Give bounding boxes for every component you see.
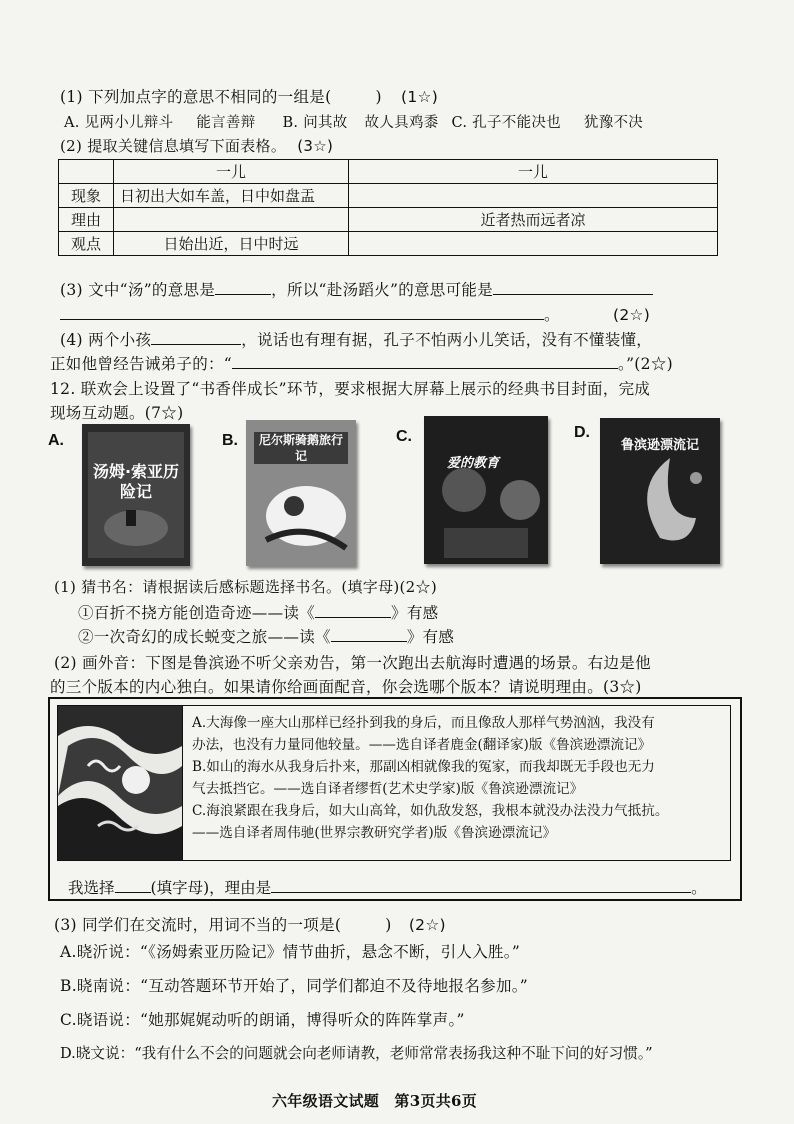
- guess-prompt: (1) 猜书名：请根据读后感标题选择书名。(填字母)(2☆): [54, 578, 437, 596]
- book-c-art: [424, 416, 548, 564]
- book-a-title: 汤姆·索亚历险记: [92, 462, 180, 501]
- book-b-label: B.: [222, 432, 238, 449]
- q3-blank-idiom-cont[interactable]: [60, 305, 544, 320]
- book-b-title: 尼尔斯骑鹅旅行记: [254, 432, 348, 464]
- info-table: [58, 159, 718, 256]
- wave-storm-art: [58, 706, 182, 860]
- q1-options: A. 见两小儿辩斗 能言善辩 B. 问其故 故人具鸡黍 C. 孔子不能决也 犹豫不决: [64, 115, 644, 131]
- voice-line2: 的三个版本的内心独白。如果请你给画面配音，你会选哪个版本？请说明理由。(3☆): [50, 678, 642, 696]
- book-d-title: 鲁滨逊漂流记: [620, 438, 699, 453]
- book-d-label: D.: [574, 424, 590, 441]
- voice-inner-frame: [57, 705, 731, 861]
- page-footer: 六年级语文试题 第3页共6页: [272, 1092, 478, 1110]
- q4-line2: 正如他曾经告诫弟子的：“ 。”(2☆): [50, 355, 673, 373]
- shipwreck-illustration: [58, 706, 183, 860]
- table-header-right: 一儿: [349, 160, 718, 184]
- book-cover-a[interactable]: [82, 424, 190, 566]
- guess-item-1: ①百折不挠方能创造奇迹——读《 》有感: [78, 604, 439, 622]
- book-cover-b[interactable]: [246, 420, 356, 566]
- table-cell: 日始出近，日中时远: [114, 232, 349, 256]
- words-prompt: (3) 同学们在交流时，用词不当的一项是( ) (2☆): [54, 916, 446, 934]
- table-header-left: 一儿: [114, 160, 349, 184]
- table-row: [59, 232, 718, 256]
- q12-line2: 现场互动题。(7☆): [50, 404, 184, 422]
- q3-line2: 。 (2☆): [60, 303, 650, 325]
- version-c-line2: ——选自译者周伟驰(世界宗教研究学者)版《鲁滨逊漂流记》: [192, 825, 557, 841]
- answer-cell[interactable]: [114, 208, 349, 232]
- guess-blank-1[interactable]: [315, 603, 391, 618]
- voice-box: [48, 697, 742, 901]
- table-row: [59, 184, 718, 208]
- version-b-line2: 气去抵挡它。——选自译者缪哲(艺术史学家)版《鲁滨逊漂流记》: [192, 781, 584, 797]
- q2-prompt: (2) 提取关键信息填写下面表格。 (3☆): [60, 137, 334, 155]
- table-cell: [59, 160, 114, 184]
- q4-prompt: (4) 两个小孩 ，说话也有理有据，孔子不怕两小儿笑话，没有不懂装懂，: [60, 331, 653, 349]
- words-option-c: C.晓语说：“她那娓娓动听的朗诵，博得听众的阵阵掌声。”: [60, 1011, 465, 1029]
- book-c-label: C.: [396, 428, 412, 445]
- table-row: [59, 208, 718, 232]
- voice-line1: (2) 画外音：下图是鲁滨逊不听父亲劝告，第一次跑出去航海时遭遇的场景。右边是他: [54, 654, 651, 672]
- table-cell: 近者热而远者凉: [349, 208, 718, 232]
- answer-cell[interactable]: [349, 232, 718, 256]
- book-c-title: 爱的教育: [446, 456, 499, 471]
- book-cover-d[interactable]: [600, 418, 720, 564]
- reason-blank[interactable]: [271, 878, 691, 893]
- voice-choose: 我选择 (填字母)，理由是 。: [68, 879, 707, 897]
- voice-options: [192, 712, 722, 844]
- q4-blank-quote[interactable]: [232, 354, 618, 369]
- guess-item-2: ②一次奇幻的成长蜕变之旅——读《 》有感: [78, 628, 455, 646]
- words-option-d: D.晓文说：“我有什么不会的问题就会向老师请教，老师常常表扬我这种不耻下问的好习惯。”: [60, 1045, 653, 1062]
- q12-line1: 12. 联欢会上设置了“书香伴成长”环节，要求根据大屏幕上展示的经典书目封面，完成: [50, 380, 651, 398]
- version-c-line1: C.海浪紧跟在我身后，如大山高耸，如仇敌发怒，我根本就没办法没力气抵抗。: [192, 803, 669, 819]
- q3-blank-idiom[interactable]: [493, 280, 653, 295]
- q1-prompt: (1) 下列加点字的意思不相同的一组是( ) (1☆): [60, 88, 439, 106]
- row-label: 现象: [59, 184, 114, 208]
- words-option-a: A.晓沂说：“《汤姆索亚历险记》情节曲折，悬念不断，引人入胜。”: [60, 943, 521, 961]
- q3-prompt: (3) 文中“汤”的意思是 ，所以“赴汤蹈火”的意思可能是: [60, 278, 653, 300]
- q4-blank-1[interactable]: [151, 330, 241, 345]
- version-a-line1: A.大海像一座大山那样已经扑到我的身后，而且像敌人那样气势汹汹，我没有: [192, 715, 655, 731]
- q3-blank-meaning[interactable]: [215, 280, 271, 295]
- book-cover-c[interactable]: [424, 416, 548, 564]
- book-a-label: A.: [48, 432, 64, 449]
- words-option-b: B.晓南说：“互动答题环节开始了，同学们都迫不及待地报名参加。”: [60, 977, 529, 995]
- guess-blank-2[interactable]: [331, 627, 407, 642]
- table-cell: 日初出大如车盖，日中如盘盂: [114, 184, 349, 208]
- version-a-line2: 办法，也没有力量同他较量。——选自译者鹿金(翻译家)版《鲁滨逊漂流记》: [192, 737, 652, 753]
- table-row: [59, 160, 718, 184]
- answer-cell[interactable]: [349, 184, 718, 208]
- choose-letter-blank[interactable]: [115, 878, 151, 893]
- row-label: 观点: [59, 232, 114, 256]
- version-b-line1: B.如山的海水从我身后扑来，那副凶相就像我的冤家，而我却既无手段也无力: [192, 759, 655, 775]
- row-label: 理由: [59, 208, 114, 232]
